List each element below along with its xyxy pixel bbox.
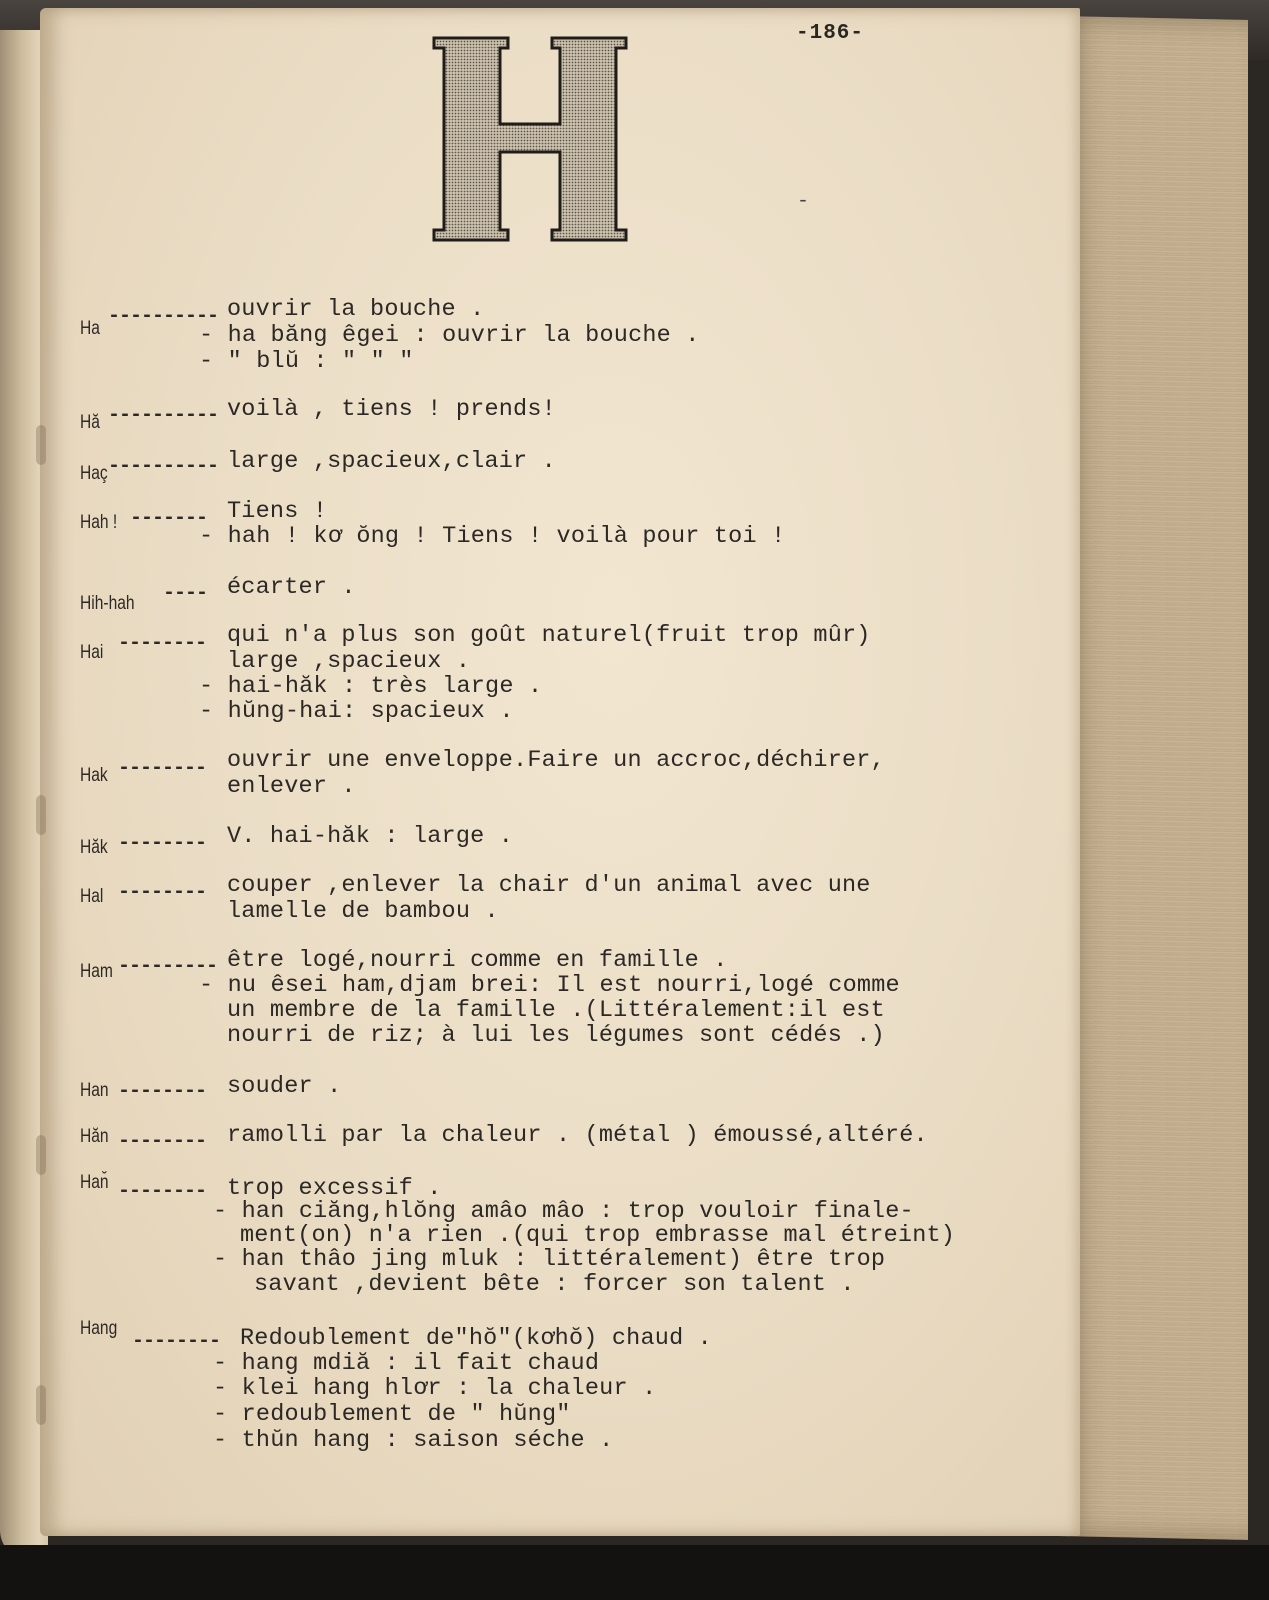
entry-line: nourri de riz; à lui les légumes sont cédés .) bbox=[227, 1022, 885, 1049]
entry-line: ment(on) n'a rien .(qui trop embrasse mal étreint) bbox=[240, 1222, 956, 1249]
entry-key: Hăn bbox=[80, 1126, 109, 1147]
entry-key: Hih-hah bbox=[80, 593, 135, 614]
entry-line: - hai-hăk : très large . bbox=[199, 673, 543, 700]
entry-dashes: -------- bbox=[118, 832, 207, 855]
entry-key: Hah ! bbox=[80, 512, 118, 533]
entry-line: ramolli par la chaleur . (métal ) émoussé,altéré. bbox=[227, 1122, 928, 1149]
entry-key: Hai bbox=[80, 642, 104, 663]
entry-line: trop excessif . bbox=[227, 1175, 442, 1202]
binding-hole bbox=[36, 1135, 46, 1175]
entry-dashes: ---- bbox=[163, 582, 208, 605]
entry-key: Han̆ bbox=[80, 1172, 109, 1193]
binding-hole bbox=[36, 795, 46, 835]
entry-line: ouvrir la bouche . bbox=[227, 296, 485, 323]
entry-dashes: -------- bbox=[118, 632, 207, 655]
entry-dashes: -------- bbox=[118, 1080, 207, 1103]
entry-key: Haç bbox=[80, 463, 108, 484]
entry-dashes: -------- bbox=[118, 881, 207, 904]
entry-line: savant ,devient bête : forcer son talent . bbox=[254, 1271, 855, 1298]
page-stack-edge bbox=[1058, 16, 1248, 1540]
entry-line: écarter . bbox=[227, 574, 356, 601]
entry-dashes: ---------- bbox=[108, 455, 219, 478]
entry-line: - han ciăng,hlŏng amâo mâo : trop vouloir finale- bbox=[213, 1198, 914, 1225]
entry-line: voilà , tiens ! prends! bbox=[227, 396, 556, 423]
entry-line: - hŭng-hai: spacieux . bbox=[199, 698, 514, 725]
entry-dashes: -------- bbox=[118, 757, 207, 780]
entry-key: Ham bbox=[80, 961, 113, 982]
heading-letter-text: H bbox=[530, 154, 531, 155]
entry-line: large ,spacieux . bbox=[227, 648, 471, 675]
entry-line: qui n'a plus son goût naturel(fruit trop mûr) bbox=[227, 622, 871, 649]
entry-line: - " blŭ : " " " bbox=[199, 348, 414, 375]
entry-line: Tiens ! bbox=[227, 498, 328, 525]
entry-line: - hang mdiă : il fait chaud bbox=[213, 1350, 600, 1377]
entry-key: Hă bbox=[80, 412, 100, 433]
entry-line: - nu êsei ham,djam brei: Il est nourri,logé comme bbox=[199, 972, 900, 999]
entry-line: - redoublement de " hŭng" bbox=[213, 1401, 571, 1428]
entry-line: lamelle de bambou . bbox=[227, 898, 499, 925]
page-number: -186- bbox=[796, 22, 865, 45]
binding-hole bbox=[36, 425, 46, 465]
entry-line: - hah ! kơ ŏng ! Tiens ! voilà pour toi ! bbox=[199, 523, 786, 550]
entry-line: Redoublement de"hŏ"(kơhŏ) chaud . bbox=[240, 1325, 712, 1352]
entry-dashes: ---------- bbox=[108, 305, 219, 328]
entry-line: - ha băng êgei : ouvrir la bouche . bbox=[199, 322, 700, 349]
backdrop-bottom bbox=[0, 1545, 1269, 1600]
entry-line: couper ,enlever la chair d'un animal avec une bbox=[227, 872, 871, 899]
entry-dashes: -------- bbox=[118, 1130, 207, 1153]
entry-line: - klei hang hlơr : la chaleur . bbox=[213, 1375, 657, 1402]
entry-key: Hak bbox=[80, 765, 108, 786]
heading-letter-h bbox=[430, 34, 630, 244]
entry-key: Han bbox=[80, 1080, 109, 1101]
entry-line: être logé,nourri comme en famille . bbox=[227, 947, 728, 974]
entry-dashes: ------- bbox=[130, 507, 208, 530]
stray-mark: - bbox=[797, 190, 810, 213]
entry-line: ouvrir une enveloppe.Faire un accroc,déchirer, bbox=[227, 747, 885, 774]
entry-key: Ha bbox=[80, 318, 100, 339]
entry-line: - han thâo jing mluk : littéralement) être trop bbox=[213, 1246, 886, 1273]
entry-dashes: -------- bbox=[118, 1180, 207, 1203]
entry-key: Hang bbox=[80, 1318, 118, 1339]
entry-dashes: ---------- bbox=[108, 404, 219, 427]
entry-line: V. hai-hăk : large . bbox=[227, 823, 514, 850]
entry-line: large ,spacieux,clair . bbox=[227, 448, 556, 475]
entry-line: enlever . bbox=[227, 773, 356, 800]
entry-dashes: -------- bbox=[132, 1330, 221, 1353]
entry-line: un membre de la famille .(Littéralement:il est bbox=[227, 997, 885, 1024]
entry-dashes: --------- bbox=[118, 955, 218, 978]
entry-key: Hal bbox=[80, 886, 104, 907]
entry-key: Hăk bbox=[80, 837, 108, 858]
entry-line: souder . bbox=[227, 1073, 342, 1100]
binding-hole bbox=[36, 1385, 46, 1425]
entry-line: - thŭn hang : saison séche . bbox=[213, 1427, 614, 1454]
